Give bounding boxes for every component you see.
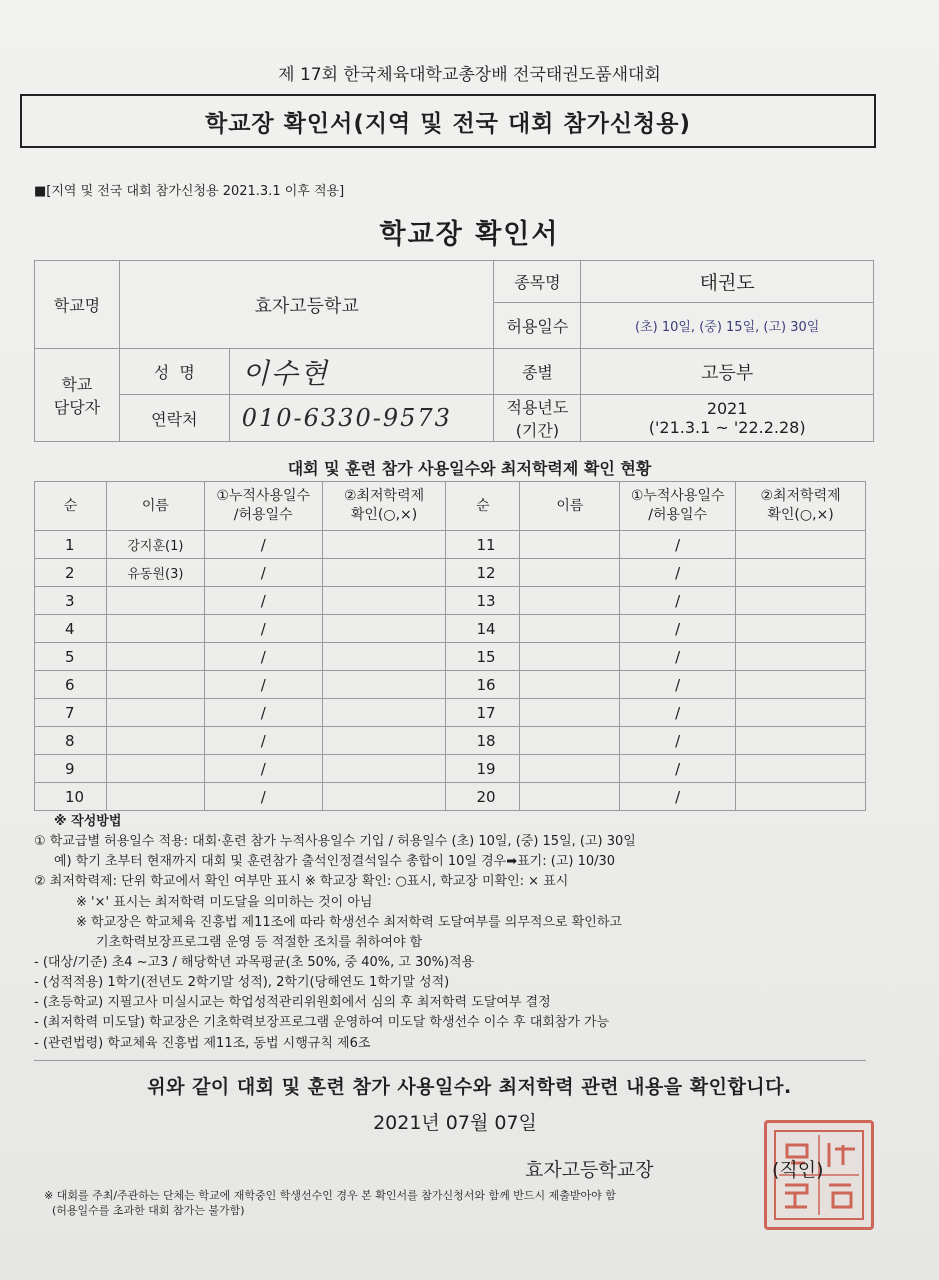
row-seq: 16 (446, 671, 520, 699)
row-days: / (620, 559, 736, 587)
method-line: - (대상/기준) 초4 ~고3 / 해당학년 과목평균(초 50%, 중 40%, 고 30%)적용 (34, 954, 475, 970)
header-days-left (204, 482, 322, 531)
principal-name: 효자고등학교장 (525, 1159, 654, 1181)
name-value: 이수현 (229, 349, 494, 395)
method-line: - (관련법령) 학교체육 진흥법 제11조, 동법 시행규칙 제6조 (34, 1035, 371, 1051)
row-grade (322, 755, 446, 783)
row-days: / (204, 643, 322, 671)
header-days-line2: /허용일수 (233, 507, 293, 523)
row-seq: 19 (446, 755, 520, 783)
row-days: / (620, 671, 736, 699)
allowed-days-value: (초) 10일, (중) 15일, (고) 30일 (581, 303, 874, 349)
seal-label: (직인) (772, 1159, 824, 1181)
row-grade (736, 783, 866, 811)
header-seq-right: 순 (446, 482, 520, 531)
row-grade (322, 783, 446, 811)
row-days: / (204, 587, 322, 615)
name-label: 성 명 (119, 349, 229, 395)
row-name (106, 643, 204, 671)
header-grade-line1: ②최저학력제 (760, 488, 841, 505)
row-seq: 3 (35, 587, 107, 615)
row-name (520, 783, 620, 811)
method-line: ※ 학교장은 학교체육 진흥법 제11조에 따라 학생선수 최저학력 도달여부를 의무적으로 확인하고 (76, 914, 622, 930)
title-box (20, 94, 876, 148)
row-days: / (620, 699, 736, 727)
row-days: / (620, 783, 736, 811)
event-title: 제 17회 한국체육대학교총장배 전국태권도품새대회 (278, 65, 661, 85)
row-seq: 15 (446, 643, 520, 671)
row-name (520, 755, 620, 783)
method-heading: ※ 작성방법 (54, 814, 122, 829)
header-days-line1: ①누적사용일수 (216, 488, 311, 505)
manager-label-line2: 담당자 (53, 398, 101, 417)
row-seq: 4 (35, 615, 107, 643)
table-row (35, 671, 866, 699)
document-title: 학교장 확인서 (379, 219, 560, 250)
row-name: 유동원(3) (106, 559, 204, 587)
status-title: 대회 및 훈련 참가 사용일수와 최저학력제 확인 현황 (287, 459, 652, 478)
row-days: / (620, 755, 736, 783)
row-name (520, 727, 620, 755)
sport-value: 태권도 (581, 261, 874, 303)
row-seq: 1 (35, 531, 107, 559)
table-row (35, 615, 866, 643)
table-row (35, 699, 866, 727)
row-name (520, 587, 620, 615)
year-label-line1: 적용년도 (506, 398, 569, 417)
row-seq: 7 (35, 699, 107, 727)
row-seq: 8 (35, 727, 107, 755)
application-subnote: ■[지역 및 전국 대회 참가신청용 2021.3.1 이후 적용] (34, 184, 345, 199)
allowed-days-label: 허용일수 (494, 303, 581, 349)
table-row (35, 531, 866, 559)
row-seq: 9 (35, 755, 107, 783)
row-name (520, 643, 620, 671)
row-seq: 20 (446, 783, 520, 811)
issue-date: 2021년 07월 07일 (373, 1112, 537, 1134)
row-name (520, 615, 620, 643)
divider (34, 1060, 866, 1061)
row-grade (322, 671, 446, 699)
row-name (106, 755, 204, 783)
method-line: ① 학교급별 허용일수 적용: 대회·훈련 참가 누적사용일수 기입 / 허용일수 (초) 10일, (중) 15일, (고) 30일 (34, 834, 636, 850)
division-value: 고등부 (581, 349, 874, 395)
row-grade (736, 671, 866, 699)
row-days: / (204, 671, 322, 699)
row-name (520, 671, 620, 699)
method-line: - (초등학교) 지필고사 미실시교는 학업성적관리위원회에서 심의 후 최저학력 도달여부 결정 (34, 995, 551, 1011)
row-grade (322, 531, 446, 559)
school-label: 학교명 (35, 261, 120, 349)
row-name (520, 699, 620, 727)
header-grade-line2: 확인(○,×) (350, 507, 418, 523)
status-table (34, 481, 866, 811)
header-name-left: 이름 (106, 482, 204, 531)
row-days: / (620, 587, 736, 615)
period-value: ('21.3.1 ~ '22.2.28) (648, 418, 806, 437)
row-grade (736, 615, 866, 643)
info-table (34, 260, 874, 442)
year-label (494, 395, 581, 442)
table-row (35, 587, 866, 615)
row-name (106, 615, 204, 643)
writing-method (34, 812, 894, 1054)
row-seq: 6 (35, 671, 107, 699)
table-row (35, 643, 866, 671)
table-row (35, 727, 866, 755)
row-seq: 14 (446, 615, 520, 643)
manager-label-line1: 학교 (61, 375, 93, 394)
row-grade (322, 615, 446, 643)
row-grade (736, 699, 866, 727)
row-days: / (204, 755, 322, 783)
contact-value: 010-6330-9573 (229, 395, 494, 442)
contact-label: 연락처 (119, 395, 229, 442)
method-line: - (성적적용) 1학기(전년도 2학기말 성적), 2학기(당해연도 1학기말 성적) (34, 975, 450, 991)
table-row (35, 559, 866, 587)
row-seq: 17 (446, 699, 520, 727)
row-days: / (204, 699, 322, 727)
header-name-right: 이름 (520, 482, 620, 531)
row-grade (736, 531, 866, 559)
row-name (106, 727, 204, 755)
table-row (35, 783, 866, 811)
row-days: / (204, 615, 322, 643)
footnote-line2: (허용일수를 초과한 대회 참가는 불가함) (52, 1204, 245, 1218)
row-days: / (620, 531, 736, 559)
row-grade (736, 755, 866, 783)
row-grade (322, 587, 446, 615)
row-name: 강지훈(1) (106, 531, 204, 559)
division-label: 종별 (494, 349, 581, 395)
row-name (520, 531, 620, 559)
row-seq: 11 (446, 531, 520, 559)
method-line: ※ '×' 표시는 최저학력 미도달을 의미하는 것이 아님 (76, 894, 373, 910)
row-seq: 12 (446, 559, 520, 587)
header-grade-left (322, 482, 446, 531)
method-line: 예) 학기 초부터 현재까지 대회 및 훈련참가 출석인정결석일수 총합이 10일 경우➡표기: (고) 10/30 (54, 854, 616, 870)
row-days: / (620, 615, 736, 643)
row-grade (322, 559, 446, 587)
table-row (35, 755, 866, 783)
manager-label (35, 349, 120, 442)
row-grade (736, 559, 866, 587)
header-days-line2: /허용일수 (648, 507, 708, 523)
header-grade-line2: 확인(○,×) (767, 507, 834, 523)
header-days-line1: ①누적사용일수 (630, 488, 725, 505)
row-days: / (620, 643, 736, 671)
row-seq: 10 (35, 783, 107, 811)
row-seq: 13 (446, 587, 520, 615)
row-grade (736, 587, 866, 615)
row-seq: 18 (446, 727, 520, 755)
row-grade (322, 643, 446, 671)
box-title: 학교장 확인서(지역 및 전국 대회 참가신청용) (205, 110, 691, 137)
row-seq: 5 (35, 643, 107, 671)
year-value: 2021 (706, 399, 748, 418)
row-name (106, 783, 204, 811)
row-days: / (204, 783, 322, 811)
method-line: - (최저학력 미도달) 학교장은 기초학력보장프로그램 운영하여 미도달 학생선수 이수 후 대회참가 가능 (34, 1015, 610, 1031)
row-grade (322, 727, 446, 755)
header-grade-right (736, 482, 866, 531)
row-grade (736, 727, 866, 755)
year-label-line2: (기간) (515, 421, 560, 440)
row-grade (322, 699, 446, 727)
row-seq: 2 (35, 559, 107, 587)
row-days: / (204, 559, 322, 587)
method-line: ② 최저학력제: 단위 학교에서 확인 여부만 표시 ※ 학교장 확인: ○표시, 학교장 미확인: × 표시 (34, 874, 569, 890)
row-days: / (620, 727, 736, 755)
header-days-right (620, 482, 736, 531)
row-name (106, 671, 204, 699)
method-line: 기초학력보장프로그램 운영 등 적절한 조치를 취하여야 함 (96, 934, 423, 950)
row-name (106, 587, 204, 615)
footnote (44, 1188, 886, 1219)
school-value: 효자고등학교 (119, 261, 494, 349)
footnote-line1: ※ 대회를 주최/주관하는 단체는 학교에 재학중인 학생선수인 경우 본 확인서를 참가신청서와 함께 반드시 제출받아야 함 (44, 1189, 616, 1202)
confirm-statement: 위와 같이 대회 및 훈련 참가 사용일수와 최저학력 관련 내용을 확인합니다. (147, 1076, 792, 1098)
row-days: / (204, 531, 322, 559)
header-seq-left: 순 (35, 482, 107, 531)
row-name (106, 699, 204, 727)
sport-label: 종목명 (494, 261, 581, 303)
year-value-cell (581, 395, 874, 442)
row-days: / (204, 727, 322, 755)
row-name (520, 559, 620, 587)
row-grade (736, 643, 866, 671)
header-grade-line1: ②최저학력제 (343, 488, 425, 505)
